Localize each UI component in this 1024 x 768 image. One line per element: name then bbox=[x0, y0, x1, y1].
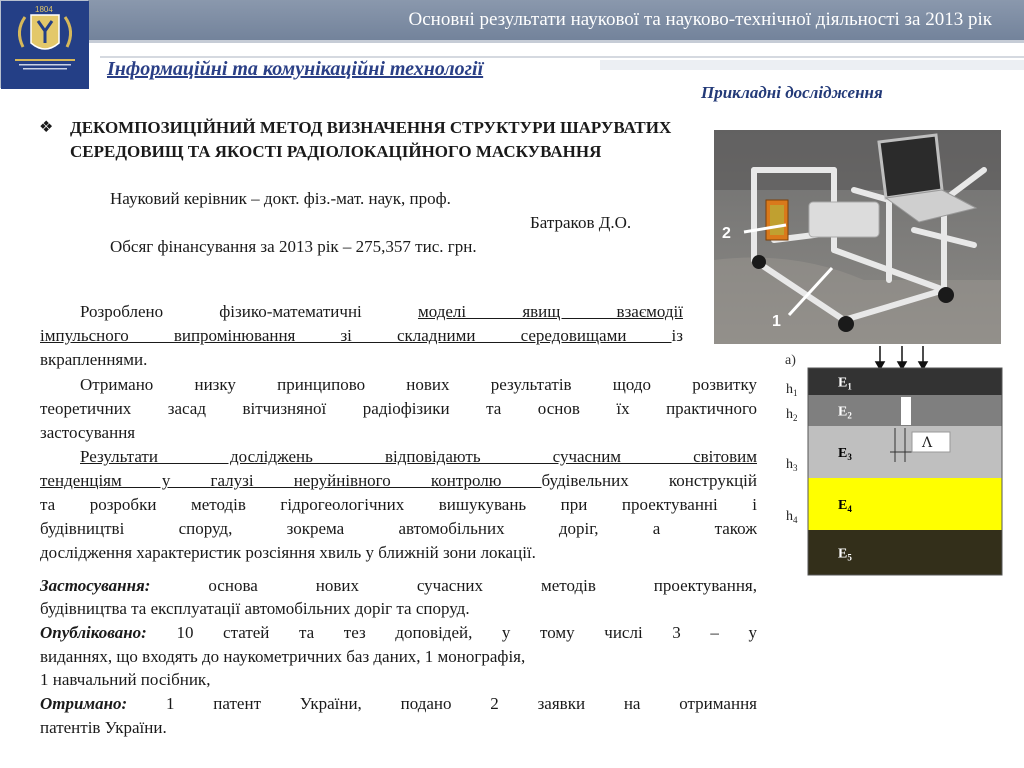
paragraph-trends-line2 bbox=[40, 469, 757, 492]
subsection-title: Прикладні дослідження bbox=[701, 83, 883, 102]
project-leader-label: Науковий керівник – докт. фіз.-мат. наук, проф. bbox=[110, 189, 451, 208]
logo-year: 1804 bbox=[35, 5, 53, 14]
p3-rest-2: будівельних конструкцій bbox=[541, 471, 758, 490]
p1-start: Розроблено фізико-математичні bbox=[80, 302, 362, 321]
received-label: Отримано: bbox=[40, 694, 128, 713]
paragraph-results-line3: застосування bbox=[40, 423, 136, 442]
p3-underlined-2: тенденціям у галузі неруйнівного контролю bbox=[40, 471, 542, 490]
section-title[interactable]: Інформаційні та комунікаційні технології bbox=[107, 58, 484, 80]
published-line2: виданнях, що входять до наукометричних баз даних, 1 монографія, bbox=[40, 647, 526, 666]
application-line2: будівництва та експлуатації автомобільних доріг та споруд. bbox=[40, 599, 470, 618]
p1-end-a: із bbox=[671, 326, 683, 345]
photo-label-1: 1 bbox=[772, 313, 781, 330]
project-leader-name: Батраков Д.О. bbox=[530, 213, 632, 232]
photo-label-2: 2 bbox=[722, 225, 731, 242]
layer-permittivity-label-1: $E_1$ bbox=[838, 375, 852, 392]
p1-underlined-b: імпульсного випромінювання зі складними середовищами bbox=[40, 326, 672, 345]
layer-permittivity-label-2: $E_2$ bbox=[838, 404, 852, 421]
application-text: основа нових сучасних методів проектування, bbox=[150, 576, 757, 595]
layer-thickness-label-1: $h_1$ bbox=[786, 382, 798, 398]
header-stripe-light bbox=[600, 60, 1024, 70]
layer-thickness-label-2: $h_2$ bbox=[786, 407, 798, 423]
layer-thickness-label-3: $h_3$ bbox=[786, 457, 798, 473]
inclusion-object bbox=[901, 397, 911, 425]
layer-permittivity-label-3: $E_3$ bbox=[838, 446, 852, 462]
diamond-bullet-icon: ❖ bbox=[39, 119, 54, 136]
project-funding: Обсяг фінансування за 2013 рік – 275,357 тис. грн. bbox=[110, 237, 477, 256]
university-logo bbox=[0, 0, 88, 88]
paragraph-results-line1: Отримано низку принципово нових результатів щодо розвитку bbox=[80, 375, 757, 394]
incident-wave-arrows bbox=[876, 346, 927, 369]
paragraph-trends-line4: будівництві споруд, зокрема автомобільних доріг, а також bbox=[40, 519, 757, 538]
inclusion-symbol: Λ bbox=[922, 435, 933, 451]
header-title: Основні результати наукової та науково-технічної діяльності за 2013 рік bbox=[408, 9, 992, 30]
received-line2: патентів України. bbox=[40, 718, 167, 737]
paragraph-results-line2: теоретичних засад вітчизняної радіофізики та основ їх практичного bbox=[40, 399, 757, 418]
diagram-panel-label: а) bbox=[785, 353, 796, 368]
university-crest-icon bbox=[1, 1, 89, 89]
layer-permittivity-label-4: $E_4$ bbox=[838, 498, 852, 514]
received-text: 1 патент України, подано 2 заявки на отримання bbox=[127, 694, 757, 713]
layer-thickness-label-4: $h_4$ bbox=[786, 509, 798, 525]
application-line1 bbox=[40, 574, 757, 597]
paragraph-trends-line5: дослідження характеристик розсіяння хвиль у ближній зони локації. bbox=[40, 543, 536, 562]
radar-equipment-photo bbox=[714, 130, 1001, 344]
p3-underlined-1: Результати досліджень відповідають сучасним світовим bbox=[80, 447, 757, 466]
published-label: Опубліковано: bbox=[40, 623, 147, 642]
header-divider bbox=[0, 40, 1024, 43]
published-line3: 1 навчальний посібник, bbox=[40, 670, 211, 689]
paragraph-models-line1 bbox=[80, 300, 683, 323]
received-line1 bbox=[40, 692, 757, 715]
published-text: 10 статей та тез доповідей, у тому числі 3 – у bbox=[146, 623, 757, 642]
layered-medium-diagram bbox=[780, 344, 1005, 579]
published-line1 bbox=[40, 621, 757, 644]
project-title: ДЕКОМПОЗИЦІЙНИЙ МЕТОД ВИЗНАЧЕННЯ СТРУКТУРИ ШАРУВАТИХ СЕРЕДОВИЩ ТА ЯКОСТІ РАДІОЛОКАЦІЙНОГО МАСКУВАННЯ bbox=[70, 118, 672, 161]
paragraph-trends-line1 bbox=[80, 445, 757, 468]
paragraph-models-line3: вкрапленнями. bbox=[40, 350, 148, 369]
application-label: Застосування: bbox=[40, 576, 151, 595]
layer-permittivity-label-5: $E_5$ bbox=[838, 546, 852, 563]
p1-underlined-a: моделі явищ взаємодії bbox=[417, 302, 684, 321]
paragraph-models-line2 bbox=[40, 324, 683, 347]
paragraph-trends-line3: та розробки методів гідрогеологічних вишукувань при проектуванні і bbox=[40, 495, 757, 514]
